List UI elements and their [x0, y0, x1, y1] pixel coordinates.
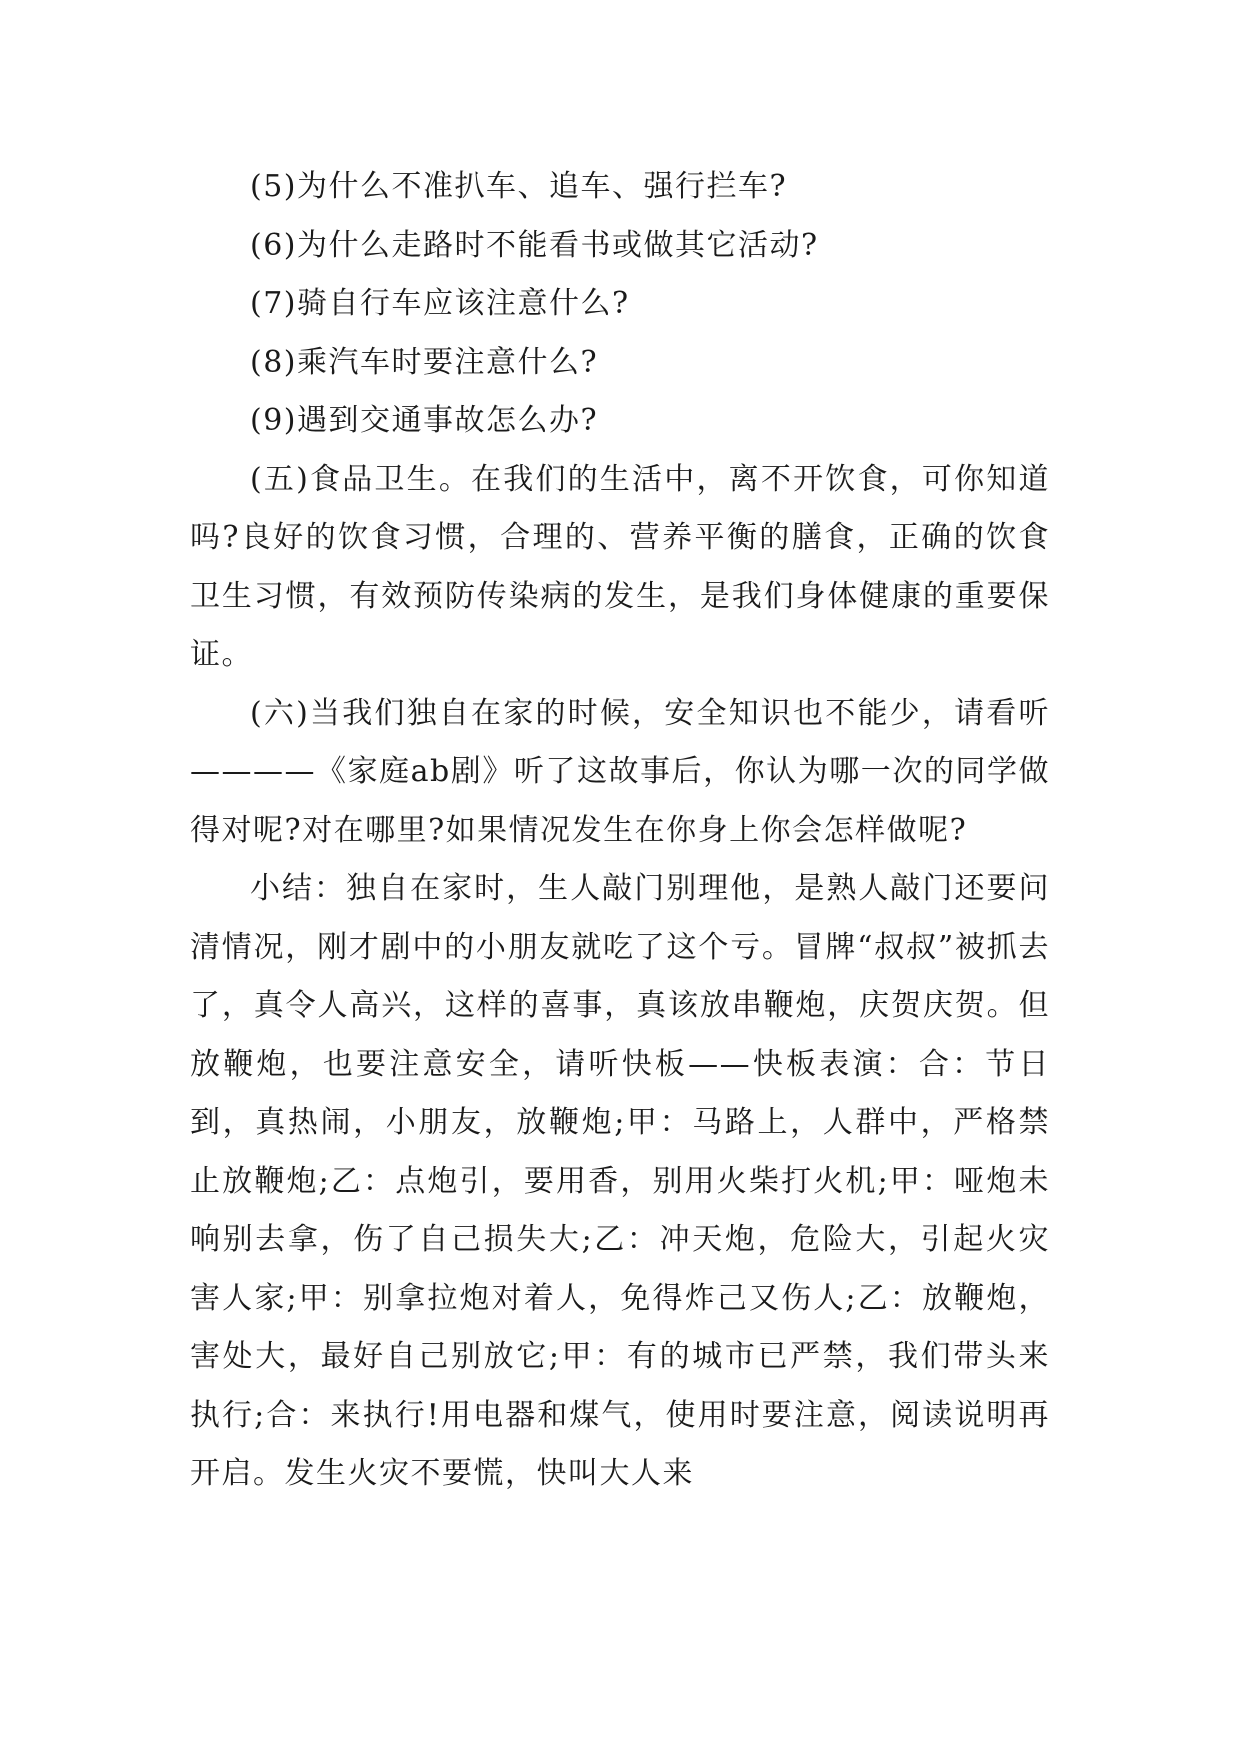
- question-9: (9)遇到交通事故怎么办?: [250, 403, 599, 438]
- question-6: (6)为什么走路时不能看书或做其它活动?: [250, 227, 819, 263]
- question-7: (7)骑自行车应该注意什么?: [250, 286, 630, 321]
- question-8: (8)乘汽车时要注意什么?: [250, 344, 599, 380]
- document-page: [190, 158, 1050, 1504]
- section-home-alone: (六)当我们独自在家的时候，安全知识也不能少，请看听————《家庭ab剧》听了这故事后，你认为哪一次的同学做得对呢?对在哪里?如果情况发生在你身上你会怎样做呢?: [190, 695, 1050, 848]
- summary-paragraph: 小结：独自在家时，生人敲门别理他，是熟人敲门还要问清情况，刚才剧中的小朋友就吃了这个亏。冒牌“叔叔”被抓去了，真令人高兴，这样的喜事，真该放串鞭炮，庆贺庆贺。但放鞭炮，也要注意安全，请听快板——快板表演：合：节日到，真热闹，小朋友，放鞭炮;甲：马路上，人群中，严格禁止放鞭炮;乙：点炮引，要用香，别用火柴打火机;甲：哑炮未响别去拿，伤了自己损失大;乙：冲天炮，危险大，引起火灾害人家;甲：别拿拉炮对着人，免得炸己又伤人;乙：放鞭炮，害处大，最好自己别放它;甲：有的城市已严禁，我们带头来执行;合：来执行!用电器和煤气，使用时要注意，阅读说明再开启。发生火灾不要慌，快叫大人来: [190, 871, 1050, 1491]
- section-food-hygiene: (五)食品卫生。在我们的生活中，离不开饮食，可你知道吗?良好的饮食习惯，合理的、营养平衡的膳食，正确的饮食卫生习惯，有效预防传染病的发生，是我们身体健康的重要保证。: [190, 461, 1050, 672]
- question-5: (5)为什么不准扒车、追车、强行拦车?: [250, 169, 788, 204]
